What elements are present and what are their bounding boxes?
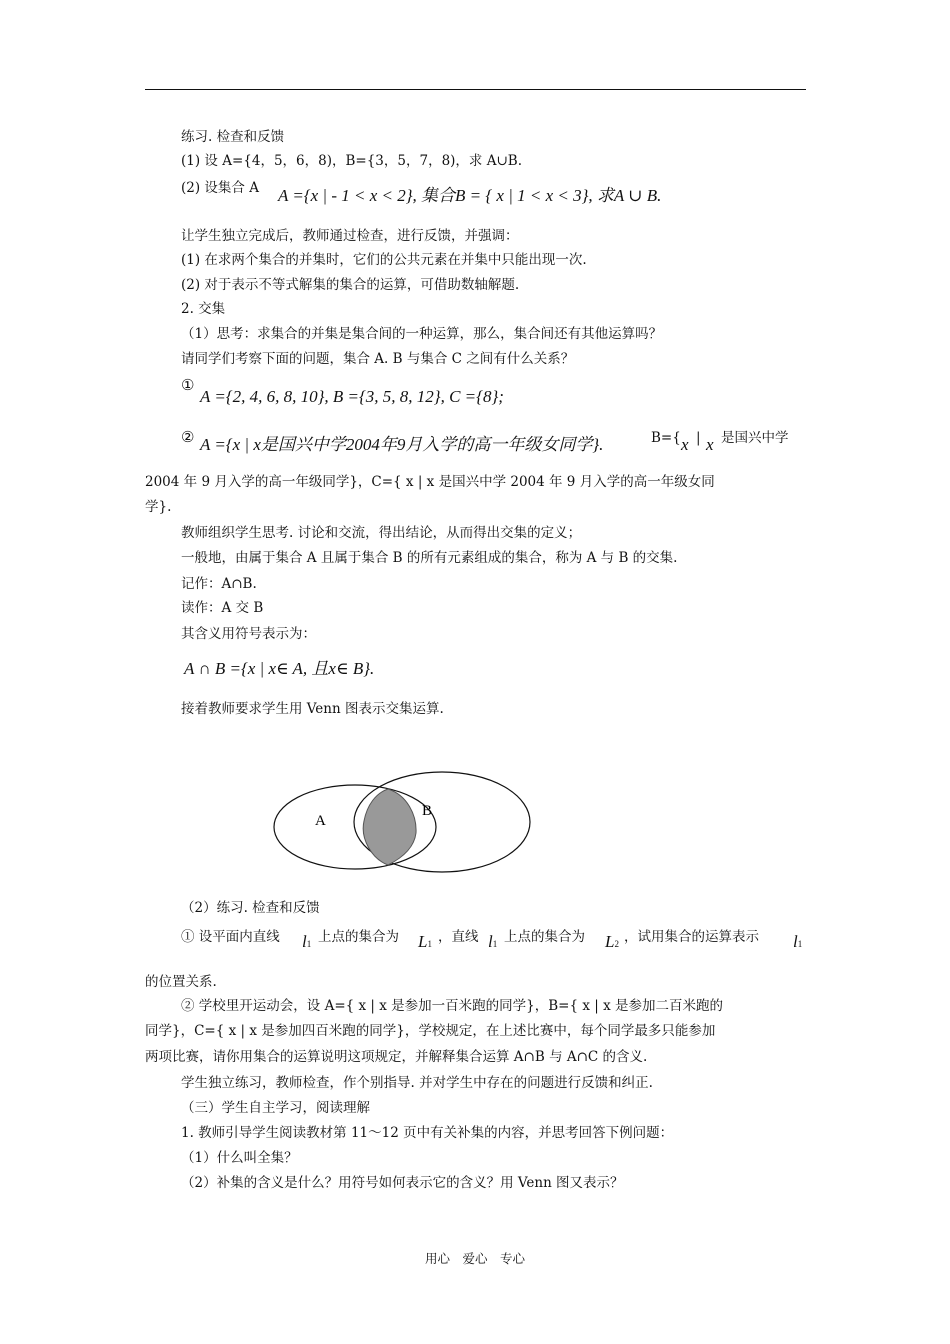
item-2-x1: x — [681, 435, 689, 454]
item-2-continued: 2004 年 9 月入学的高一年级同学}，C={ x | x 是国兴中学 2004 年 9 月入学的高一年级女同 — [145, 474, 715, 490]
intersection-formula: A ∩ B ={x | x∈ A, 且x∈ B}. — [184, 659, 375, 678]
exercise-2-formula: A ={x | - 1 < x < 2}, 集合B = { x | 1 < x < 3}, 求A ∪ B. — [278, 186, 662, 205]
set-L2: L2 — [605, 932, 619, 951]
question-complement: （2）补集的含义是什么？用符号如何表示它的含义？用 Venn 图又表示？ — [181, 1175, 624, 1191]
think-question: （1）思考：求集合的并集是集合间的一种运算，那么，集合间还有其他运算吗？ — [181, 326, 663, 342]
sports-question: ② 学校里开运动会，设 A={ x | x 是参加一百米跑的同学}，B={ x | x 是参加二百米跑的 — [181, 998, 724, 1014]
line-l1-a: l1 — [302, 932, 312, 951]
item-2-b-open: B={ — [651, 430, 681, 446]
line-question-c: ，直线 — [438, 929, 479, 945]
item-1-formula: A ={2, 4, 6, 8, 10}, B ={3, 5, 8, 12}, C ={8}; — [200, 387, 504, 406]
sports-question-2: 同学}，C={ x | x 是参加四百米跑的同学}，学校规定，在上述比赛中，每个同学最多只能参加 — [145, 1023, 716, 1039]
set-L1: L1 — [418, 932, 432, 951]
question-universal-set: （1）什么叫全集？ — [181, 1150, 298, 1166]
section-intersection: 2. 交集 — [181, 301, 226, 317]
header-rule — [145, 89, 806, 90]
line-question-e: ，试用集合的运算表示 — [624, 929, 759, 945]
item-2-x2: x — [706, 435, 714, 454]
line-l2: l1 — [488, 932, 498, 951]
reading-guide: 1. 教师引导学生阅读教材第 11～12 页中有关补集的内容，并思考回答下例问题： — [181, 1125, 674, 1141]
item-2-end: 学}. — [145, 499, 172, 515]
practice-heading: 练习. 检查和反馈 — [181, 129, 285, 145]
exercise-1: (1) 设 A={4，5，6，8)，B={3，5，7，8)，求 A∪B. — [181, 153, 522, 169]
line-question-d: 上点的集合为 — [504, 929, 585, 945]
definition: 一般地，由属于集合 A 且属于集合 B 的所有元素组成的集合，称为 A 与 B 的交集. — [181, 550, 678, 566]
practice-2-heading: （2）练习. 检查和反馈 — [181, 900, 320, 916]
page-footer: 用心 爱心 专心 — [424, 1251, 525, 1266]
venn-diagram — [260, 765, 540, 875]
line-question-a: ① 设平面内直线 — [181, 929, 280, 945]
sports-question-3: 两项比赛，请你用集合的运算说明这项规定，并解释集合运算 A∩B 与 A∩C 的含义. — [145, 1049, 648, 1065]
line-question-end: 的位置关系. — [145, 974, 217, 990]
feedback-point-2: (2) 对于表示不等式解集的集合的运算，可借助数轴解题. — [181, 277, 520, 293]
feedback-intro: 让学生独立完成后，教师通过检查，进行反馈，并强调： — [181, 228, 519, 244]
symbol-meaning: 其含义用符号表示为： — [181, 626, 316, 642]
venn-instruction: 接着教师要求学生用 Venn 图表示交集运算. — [181, 701, 444, 717]
intersection-region — [363, 789, 416, 865]
reading: 读作：A 交 B — [181, 600, 264, 616]
set-a-label: A — [315, 813, 326, 829]
item-2-bar: | — [696, 430, 701, 446]
consider-question: 请同学们考察下面的问题，集合 A. B 与集合 C 之间有什么关系？ — [181, 351, 575, 367]
exercise-2-label: (2) 设集合 A — [181, 180, 259, 196]
section-3-heading: （三）学生自主学习，阅读理解 — [181, 1100, 370, 1116]
item-1-marker: ① — [181, 376, 195, 394]
item-2-formula: A ={x | x是国兴中学2004年9月入学的高一年级女同学}. — [200, 435, 604, 454]
set-b-label: B — [422, 803, 433, 819]
feedback-point-1: (1) 在求两个集合的并集时，它们的公共元素在并集中只能出现一次. — [181, 252, 587, 268]
line-question-b: 上点的集合为 — [318, 929, 399, 945]
independent-practice: 学生独立练习，教师检查，作个别指导. 并对学生中存在的问题进行反馈和纠正. — [181, 1075, 653, 1091]
item-2-marker: ② — [181, 428, 195, 446]
item-2-school: 是国兴中学 — [721, 430, 789, 446]
notation: 记作：A∩B. — [181, 576, 257, 592]
teacher-organize: 教师组织学生思考. 讨论和交流，得出结论，从而得出交集的定义； — [181, 525, 582, 541]
line-l1-b: l1 — [793, 932, 803, 951]
